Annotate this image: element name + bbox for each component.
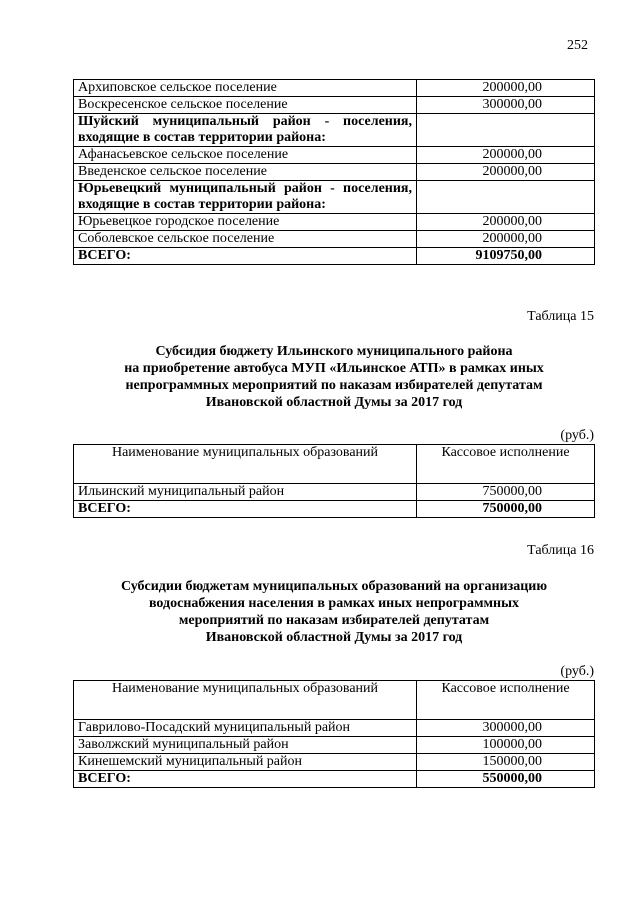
column-header-name: Наименование муниципальных образований (74, 445, 417, 484)
table-row (74, 80, 595, 97)
cell-name: Афанасьевское сельское поселение (74, 147, 417, 164)
column-header-value: Кассовое исполнение (417, 681, 595, 720)
title-line: Субсидии бюджетам муниципальных образований на организацию (120, 579, 548, 594)
cell-value: 100000,00 (417, 737, 595, 754)
table-15 (73, 444, 595, 518)
table-total-row (74, 771, 595, 788)
table-15-title (73, 343, 595, 411)
cell-name: Юрьевецкое городское поселение (74, 214, 417, 231)
table-16-title (73, 578, 595, 646)
title-line: мероприятий по наказам избирателей депутатам (178, 613, 490, 628)
title-line: на приобретение автобуса МУП «Ильинское АТП» в рамках иных (124, 361, 544, 376)
total-label: ВСЕГО: (74, 501, 417, 518)
table-16-label: Таблица 16 (527, 543, 594, 558)
table-total-row (74, 248, 595, 265)
total-value: 550000,00 (417, 771, 595, 788)
table-continuation (73, 79, 595, 265)
table-15-unit: (руб.) (560, 428, 594, 443)
cell-name: Кинешемский муниципальный район (74, 754, 417, 771)
table-header-row (74, 681, 595, 720)
table-16 (73, 680, 595, 788)
table-row (74, 754, 595, 771)
title-line: непрограммных мероприятий по наказам избирателей депутатам (125, 378, 543, 393)
cell-value: 200000,00 (417, 164, 595, 181)
cell-value: 200000,00 (417, 231, 595, 248)
cell-value: 150000,00 (417, 754, 595, 771)
table-row (74, 484, 595, 501)
page-number: 252 (567, 38, 588, 53)
column-header-value: Кассовое исполнение (417, 445, 595, 484)
table-row (74, 720, 595, 737)
cell-name: Ильинский муниципальный район (74, 484, 417, 501)
table-row-group-header (74, 181, 595, 214)
cell-name: Воскресенское сельское поселение (74, 97, 417, 114)
table-row-group-header (74, 114, 595, 147)
column-header-name: Наименование муниципальных образований (74, 681, 417, 720)
table-16-unit: (руб.) (560, 664, 594, 679)
total-value: 750000,00 (417, 501, 595, 518)
total-value: 9109750,00 (417, 248, 595, 265)
cell-name: Соболевское сельское поселение (74, 231, 417, 248)
cell-name: Введенское сельское поселение (74, 164, 417, 181)
cell-value: 200000,00 (417, 214, 595, 231)
cell-name: Заволжский муниципальный район (74, 737, 417, 754)
cell-value: 750000,00 (417, 484, 595, 501)
cell-value (417, 114, 595, 147)
cell-value (417, 181, 595, 214)
title-line: Ивановской областной Думы за 2017 год (205, 630, 463, 645)
table-row (74, 231, 595, 248)
table-row (74, 214, 595, 231)
cell-value: 300000,00 (417, 720, 595, 737)
table-15-label: Таблица 15 (527, 309, 594, 324)
cell-group-name: Юрьевецкий муниципальный район - поселения, входящие в состав территории района: (74, 181, 417, 214)
title-line: Ивановской областной Думы за 2017 год (205, 395, 463, 410)
table-row (74, 97, 595, 114)
table-total-row (74, 501, 595, 518)
table-header-row (74, 445, 595, 484)
cell-value: 200000,00 (417, 80, 595, 97)
cell-name: Архиповское сельское поселение (74, 80, 417, 97)
table-row (74, 737, 595, 754)
cell-name: Гаврилово-Посадский муниципальный район (74, 720, 417, 737)
cell-value: 300000,00 (417, 97, 595, 114)
cell-group-name: Шуйский муниципальный район - поселения, входящие в состав территории района: (74, 114, 417, 147)
title-line: Субсидия бюджету Ильинского муниципального района (155, 344, 513, 359)
total-label: ВСЕГО: (74, 248, 417, 265)
cell-value: 200000,00 (417, 147, 595, 164)
table-row (74, 147, 595, 164)
table-row (74, 164, 595, 181)
title-line: водоснабжения населения в рамках иных непрограммных (148, 596, 520, 611)
total-label: ВСЕГО: (74, 771, 417, 788)
